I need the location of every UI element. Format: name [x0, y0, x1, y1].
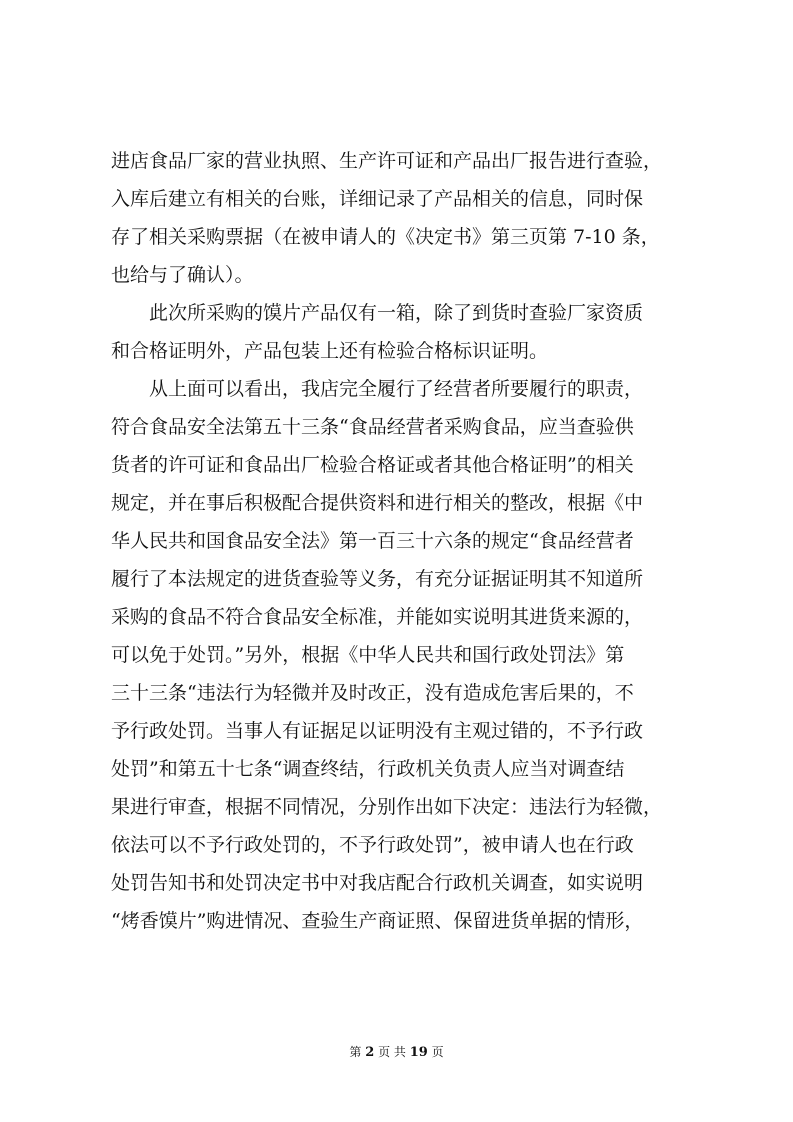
text-line: 予行政处罚。当事人有证据足以证明没有主观过错的，不予行政: [111, 720, 644, 742]
text-line: 也给与了确认）。: [111, 264, 254, 286]
text-line: 履行了本法规定的进货查验等义务，有充分证据证明其不知道所: [111, 568, 644, 590]
text-line: 可以免于处罚。”另外，根据《中华人民共和国行政处罚法》第: [111, 644, 625, 666]
text-line: 货者的许可证和食品出厂检验合格证或者其他合格证明”的相关: [111, 454, 634, 476]
text-line: 华人民共和国食品安全法》第一百三十六条的规定“食品经营者: [111, 530, 634, 552]
total-pages-number: 19: [409, 1045, 428, 1060]
text-line: 符合食品安全法第五十三条“食品经营者采购食品，应当查验供: [111, 416, 634, 438]
page-footer: [0, 1043, 793, 1060]
text-line: 存了相关采购票据（在被申请人的《决定书》第三页第 7-10 条，: [111, 226, 660, 248]
text-line: 采购的食品不符合食品安全标准，并能如实说明其进货来源的，: [111, 606, 644, 628]
text-line: 和合格证明外，产品包装上还有检验合格标识证明。: [111, 340, 549, 362]
text-line: 入库后建立有相关的台账，详细记录了产品相关的信息，同时保: [111, 188, 644, 210]
paragraph-first-line: 从上面可以看出，我店完全履行了经营者所要履行的职责，: [149, 378, 644, 400]
footer-middle: 页 共: [378, 1045, 406, 1059]
text-line: 规定，并在事后积极配合提供资料和进行相关的整改，根据《中: [111, 492, 644, 514]
text-line: 三十三条“违法行为轻微并及时改正，没有造成危害后果的，不: [111, 682, 634, 704]
text-line: 处罚”和第五十七条“调查终结，行政机关负责人应当对调查结: [111, 758, 625, 780]
text-line: 果进行审查，根据不同情况，分别作出如下决定：违法行为轻微，: [111, 796, 663, 818]
text-line: “烤香馍片”购进情况、查验生产商证照、保留进货单据的情形，: [111, 910, 644, 932]
footer-prefix: 第: [349, 1045, 362, 1059]
text-line: 进店食品厂家的营业执照、生产许可证和产品出厂报告进行查验，: [111, 150, 663, 172]
paragraph-first-line: 此次所采购的馍片产品仅有一箱，除了到货时查验厂家资质: [149, 302, 644, 324]
text-line: 依法可以不予行政处罚的，不予行政处罚”，被申请人也在行政: [111, 834, 634, 856]
footer-suffix: 页: [431, 1045, 444, 1059]
current-page-number: 2: [365, 1045, 375, 1060]
text-line: 处罚告知书和处罚决定书中对我店配合行政机关调查，如实说明: [111, 872, 644, 894]
